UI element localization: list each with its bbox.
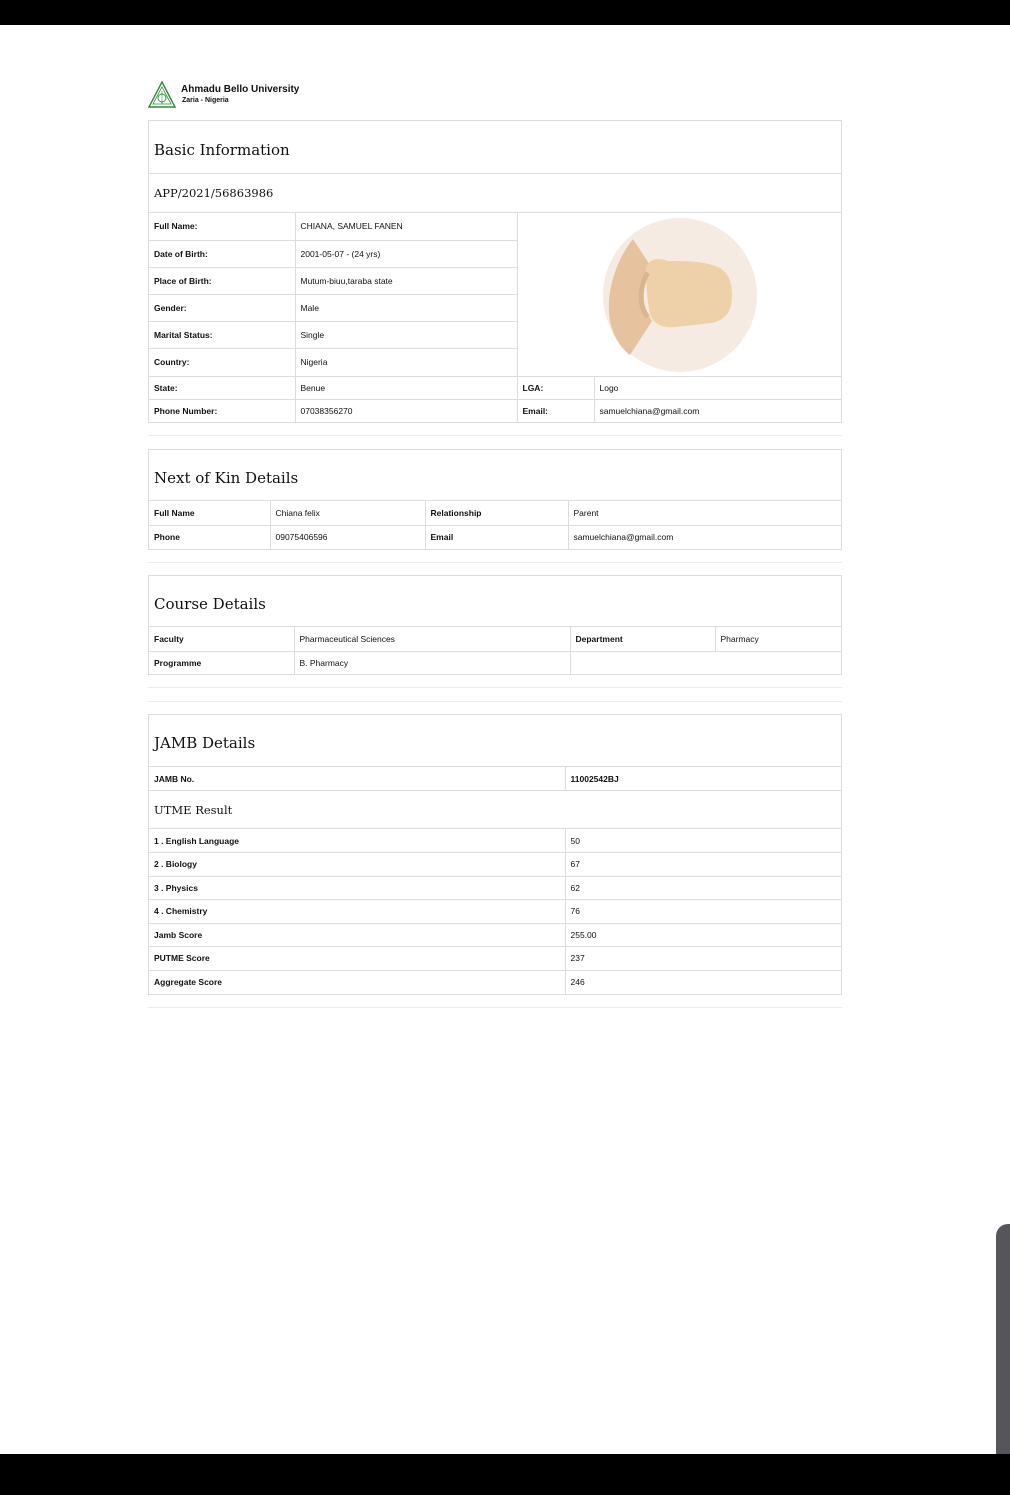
result-value: 246 [565, 970, 841, 994]
result-label: PUTME Score [149, 947, 565, 971]
divider [148, 701, 842, 702]
table-row [149, 399, 841, 422]
phone-label: Phone Number: [149, 399, 295, 422]
table-row [149, 923, 841, 947]
jamb-details-card [148, 714, 842, 995]
programme-value: B. Pharmacy [294, 651, 570, 675]
course-details-table [149, 627, 841, 675]
field-label: Country: [149, 348, 295, 376]
divider [148, 435, 842, 436]
result-value: 67 [565, 853, 841, 877]
result-label: 2 . Biology [149, 853, 565, 877]
state-label: State: [149, 376, 295, 399]
utme-result-title: UTME Result [149, 790, 841, 829]
empty-cell [570, 651, 841, 675]
result-value: 50 [565, 829, 841, 853]
divider [148, 1007, 842, 1008]
bottom-navigation-bar [0, 1454, 1010, 1495]
field-label: Place of Birth: [149, 267, 295, 294]
state-value: Benue [295, 376, 517, 399]
field-label: Marital Status: [149, 321, 295, 348]
kin-relationship-value: Parent [568, 501, 841, 525]
jamb-details-title: JAMB Details [149, 715, 841, 767]
basic-information-card [148, 120, 842, 423]
kin-fullname-value: Chiana felix [270, 501, 425, 525]
result-label: 1 . English Language [149, 829, 565, 853]
result-label: Jamb Score [149, 923, 565, 947]
table-row [149, 501, 841, 525]
application-number: APP/2021/56863986 [149, 174, 841, 213]
field-label: Full Name: [149, 213, 295, 240]
table-row [149, 213, 841, 240]
phone-value: 07038356270 [295, 399, 517, 422]
department-label: Department [570, 627, 715, 651]
university-logo-icon [148, 81, 176, 109]
table-row [149, 651, 841, 675]
email-label: Email: [517, 399, 594, 422]
faculty-label: Faculty [149, 627, 294, 651]
kin-email-value: samuelchiana@gmail.com [568, 525, 841, 549]
table-row [149, 767, 841, 790]
next-of-kin-card [148, 449, 842, 550]
kin-phone-label: Phone [149, 525, 270, 549]
divider [148, 562, 842, 563]
result-label: 3 . Physics [149, 876, 565, 900]
date-of-birth-value: 2001-05-07 - (24 yrs) [295, 240, 517, 267]
lga-value: Logo [594, 376, 841, 399]
next-of-kin-table [149, 501, 841, 549]
table-row [149, 627, 841, 651]
result-value: 76 [565, 900, 841, 924]
basic-information-table [149, 213, 841, 422]
field-label: Gender: [149, 294, 295, 321]
programme-label: Programme [149, 651, 294, 675]
field-label: Date of Birth: [149, 240, 295, 267]
next-of-kin-title: Next of Kin Details [149, 450, 841, 501]
marital-status-value: Single [295, 321, 517, 348]
table-row [149, 829, 841, 853]
jamb-no-value: 11002542BJ [565, 767, 841, 790]
country-value: Nigeria [295, 348, 517, 376]
result-label: Aggregate Score [149, 970, 565, 994]
photo-cell [517, 213, 841, 376]
email-value: samuelchiana@gmail.com [594, 399, 841, 422]
kin-email-label: Email [425, 525, 568, 549]
result-value: 237 [565, 947, 841, 971]
gender-value: Male [295, 294, 517, 321]
university-name: Ahmadu Bello University [181, 84, 300, 95]
lga-label: LGA: [517, 376, 594, 399]
utme-result-table [149, 829, 841, 994]
university-header [148, 80, 299, 110]
table-row [149, 900, 841, 924]
kin-relationship-label: Relationship [425, 501, 568, 525]
table-row [149, 525, 841, 549]
table-row [149, 376, 841, 399]
department-value: Pharmacy [715, 627, 841, 651]
jamb-no-label: JAMB No. [149, 767, 565, 790]
divider [148, 687, 842, 688]
place-of-birth-value: Mutum-biuu,taraba state [295, 267, 517, 294]
result-value: 255.00 [565, 923, 841, 947]
kin-fullname-label: Full Name [149, 501, 270, 525]
course-details-card [148, 575, 842, 675]
kin-phone-value: 09075406596 [270, 525, 425, 549]
avatar-placeholder-icon [602, 217, 758, 373]
table-row [149, 853, 841, 877]
basic-information-title: Basic Information [149, 121, 841, 174]
table-row [149, 947, 841, 971]
full-name-value: CHIANA, SAMUEL FANEN [295, 213, 517, 240]
course-details-title: Course Details [149, 576, 841, 627]
table-row [149, 876, 841, 900]
result-value: 62 [565, 876, 841, 900]
top-status-bar [0, 0, 1010, 25]
jamb-number-table [149, 767, 841, 790]
university-location: Zaria - Nigeria [182, 97, 229, 104]
table-row [149, 970, 841, 994]
result-label: 4 . Chemistry [149, 900, 565, 924]
faculty-value: Pharmaceutical Sciences [294, 627, 570, 651]
